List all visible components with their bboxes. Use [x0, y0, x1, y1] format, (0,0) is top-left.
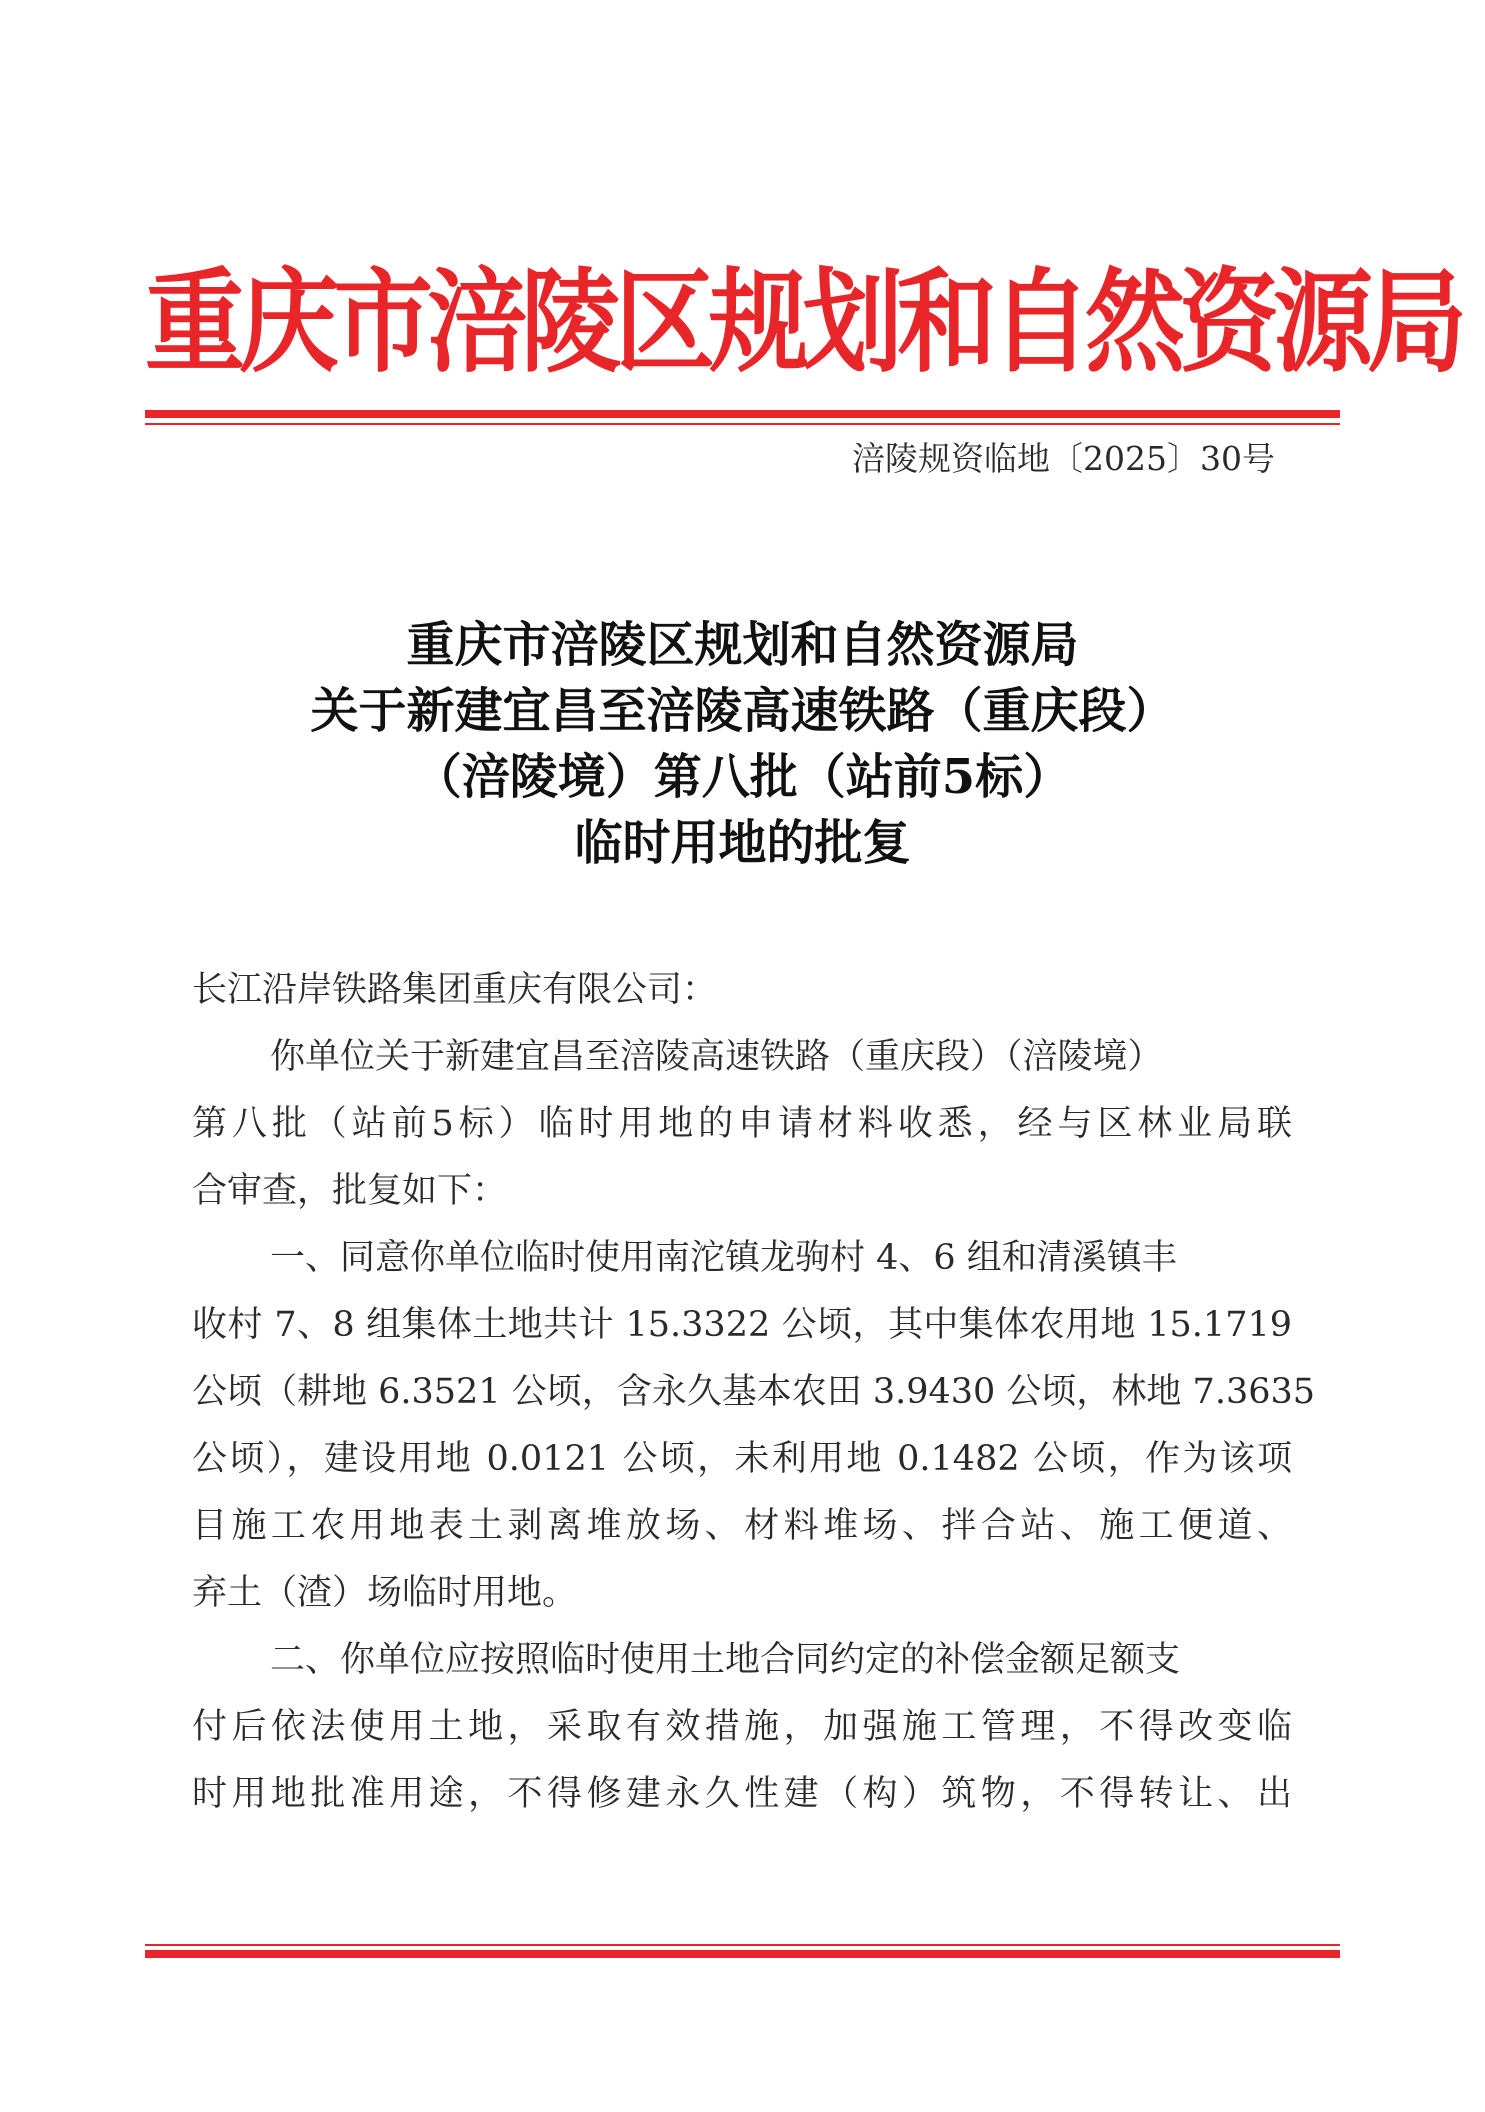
agency-header-title: 重庆市涪陵区规划和自然资源局 [145, 256, 1461, 388]
document-title [145, 612, 1340, 876]
paragraph-line: 付后依法使用土地，采取有效措施，加强施工管理，不得改变临 [192, 1707, 1292, 1747]
title-line: （涪陵境）第八批（站前5标） [413, 749, 1072, 805]
paragraph-line: 收村 7、8 组集体土地共计 15.3322 公顷，其中集体农用地 15.1719 [192, 1305, 1292, 1345]
paragraph-line: 弃土（渣）场临时用地。 [192, 1573, 578, 1613]
paragraph-line: 合审查，批复如下： [192, 1171, 508, 1211]
header-red-rule-thick [145, 410, 1340, 418]
paragraph-line: 一、同意你单位临时使用南沱镇龙驹村 4、6 组和清溪镇丰 [270, 1238, 1177, 1278]
paragraph-line: 公顷），建设用地 0.0121 公顷，未利用地 0.1482 公顷，作为该项 [192, 1439, 1292, 1479]
addressee: 长江沿岸铁路集团重庆有限公司： [192, 970, 718, 1010]
paragraph-line: 你单位关于新建宜昌至涪陵高速铁路（重庆段）（涪陵境） [270, 1037, 1163, 1077]
footer-red-rule-thick [145, 1950, 1340, 1958]
title-line: 重庆市涪陵区规划和自然资源局 [406, 617, 1079, 673]
paragraph-line: 公顷（耕地 6.3521 公顷，含永久基本农田 3.9430 公顷，林地 7.3635 [192, 1372, 1316, 1412]
paragraph-line: 目施工农用地表土剥离堆放场、材料堆场、拌合站、施工便道、 [192, 1506, 1292, 1546]
paragraph-line: 时用地批准用途，不得修建永久性建（构）筑物，不得转让、出 [192, 1774, 1292, 1814]
document-number: 涪陵规资临地〔2025〕30号 [852, 439, 1275, 478]
footer-red-rule-thin [145, 1944, 1340, 1946]
header-red-rule-thin [145, 423, 1340, 425]
paragraph-line: 二、你单位应按照临时使用土地合同约定的补偿金额足额支 [270, 1640, 1181, 1680]
title-line: 临时用地的批复 [574, 815, 911, 871]
paragraph-line: 第八批（站前5标）临时用地的申请材料收悉，经与区林业局联 [192, 1104, 1292, 1144]
title-line: 关于新建宜昌至涪陵高速铁路（重庆段） [310, 683, 1175, 739]
